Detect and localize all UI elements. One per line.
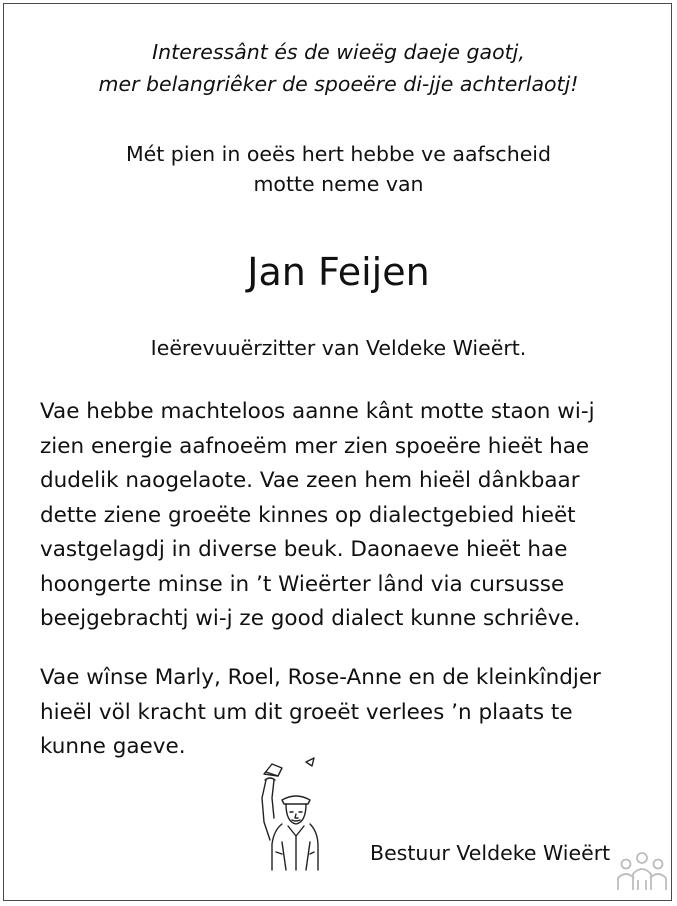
- paragraph-line: vastgelagdj in diverse beuk. Daonaeve hieët hae: [40, 537, 568, 562]
- deceased-name: Jan Feijen: [247, 250, 430, 294]
- paragraph-line: hieël völ kracht um dit groeët verlees ’n plaats te: [40, 699, 573, 725]
- paragraph-line: dette ziene groeëte kinnes op dialectgebied hieët: [40, 502, 576, 528]
- deceased-role: Ieërevuuërzitter van Veldeke Wieërt.: [150, 336, 527, 360]
- paragraph-line: zien energie aafnoeëm mer zien spoeëre hieët hae: [40, 433, 590, 459]
- tribute-paragraph: [40, 395, 640, 637]
- paragraph-line: Vae wînse Marly, Roel, Rose-Anne en de kleinkîndjer: [40, 665, 601, 690]
- motto-line: Interessânt és de wieëg daeje gaotj,: [152, 40, 525, 64]
- people-group-logo: [616, 850, 668, 892]
- intro-line: motte neme van: [253, 172, 424, 196]
- paragraph-line: kunne gaeve.: [40, 734, 186, 759]
- intro-line: Mét pien in oeës hert hebbe ve aafscheid: [125, 142, 552, 166]
- paragraph-line: Vae hebbe machteloos aanne kânt motte staon wi-j: [40, 399, 595, 424]
- man-waving-cap-illustration: [252, 752, 328, 872]
- motto: [0, 36, 677, 100]
- signature: Bestuur Veldeke Wieërt: [370, 841, 611, 865]
- motto-line: mer belangriêker de spoeëre di-jje achterlaotj!: [98, 72, 579, 96]
- paragraph-line: dudelik naogelaote. Vae zeen hem hieël dânkbaar: [40, 468, 580, 493]
- condolence-paragraph: [40, 661, 640, 765]
- paragraph-line: beejgebrachtj wi-j ze good dialect kunne schriêve.: [40, 606, 581, 631]
- paragraph-line: hoongerte minse in ’t Wieërter lând via cursusse: [40, 571, 565, 597]
- intro-text: [0, 139, 677, 199]
